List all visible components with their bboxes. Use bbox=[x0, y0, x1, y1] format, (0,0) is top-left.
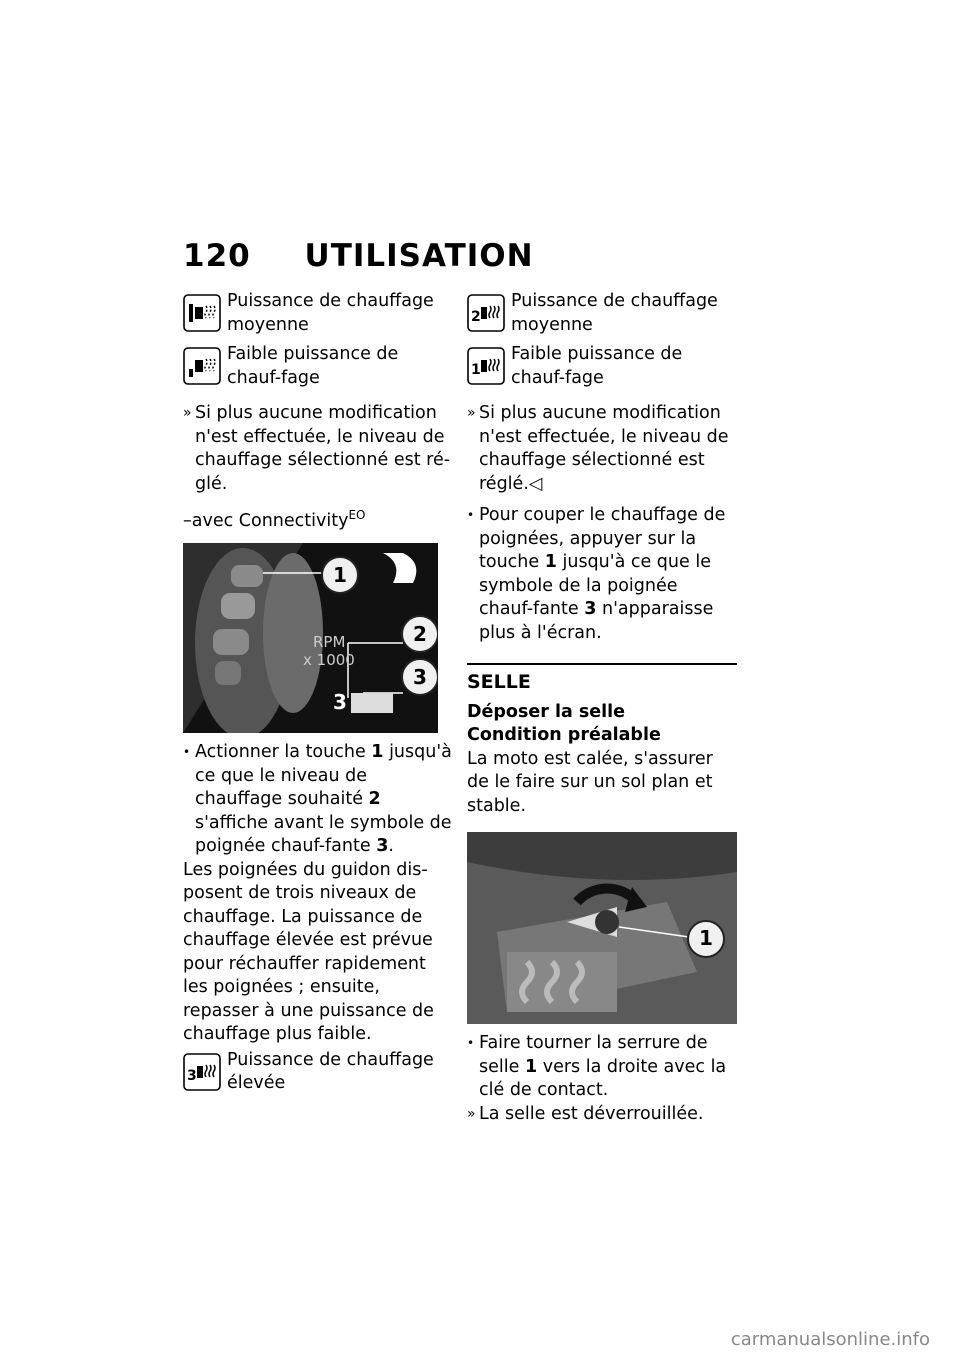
result-icon: » bbox=[467, 1105, 476, 1122]
option-dash: – bbox=[183, 510, 192, 531]
grip-heat-2-icon bbox=[467, 294, 505, 332]
option-text: avec Connectivity bbox=[191, 510, 349, 531]
step-text: Actionner la touche 1 jusqu'à ce que le niveau de chauffage souhaité 2 s'affiche avant le symbole de poignée chauf-fante 3. bbox=[195, 742, 452, 857]
step-text-2: Pour couper le chauffage de poignées, appuyer sur la touche 1 jusqu'à ce que le symbole de la poignée chauf-fante 3 n'apparaisse plus à l'écran. bbox=[479, 505, 726, 643]
page-number: 120 bbox=[183, 238, 251, 274]
precondition-text: La moto est calée, s'assurer de le faire sur un sol plan et stable. bbox=[467, 748, 713, 816]
result-step-3 bbox=[467, 1103, 737, 1127]
step-bullet-3 bbox=[467, 1032, 737, 1103]
section-rule bbox=[467, 663, 737, 818]
result-step-2 bbox=[467, 402, 737, 496]
bullet-icon: • bbox=[467, 508, 475, 522]
heat-level-medium-row-2 bbox=[467, 290, 737, 337]
svg-text:2: 2 bbox=[471, 309, 481, 325]
seat-lock-figure bbox=[467, 832, 737, 1024]
right-column bbox=[467, 290, 737, 1126]
heat-level-medium-row bbox=[183, 290, 453, 337]
result-text: Si plus aucune modification n'est effectuée, le niveau de chauffage sélectionné est ré-glé. bbox=[195, 403, 451, 494]
end-mark-icon: ◁ bbox=[528, 473, 543, 494]
option-label bbox=[183, 504, 453, 533]
heat-medium-label: Puissance de chauffage moyenne bbox=[227, 291, 434, 335]
x1000-label: x 1000 bbox=[303, 651, 355, 670]
handlebar-illustration bbox=[183, 543, 438, 733]
left-column bbox=[183, 290, 453, 1102]
grip-heat-1-icon bbox=[467, 347, 505, 385]
step-bullet bbox=[183, 741, 453, 859]
svg-text:3: 3 bbox=[187, 1067, 197, 1084]
result-text-2: Si plus aucune modification n'est effectuée, le niveau de chauffage sélectionné est réglé.◁ bbox=[479, 403, 729, 494]
rpm-label: RPM bbox=[313, 633, 346, 652]
heat-level-low-row-2 bbox=[467, 343, 737, 390]
precondition-title: Condition préalable bbox=[467, 725, 661, 745]
seat-figure-callout-1: 1 bbox=[687, 920, 725, 958]
heat-medium-label-2: Puissance de chauffage moyenne bbox=[511, 291, 718, 335]
figure-callout-3: 3 bbox=[401, 658, 438, 696]
figure-callout-1: 1 bbox=[321, 556, 359, 594]
grip-heat-display-icon bbox=[351, 693, 393, 713]
step-text-3: Faire tourner la serrure de selle 1 vers la droite avec la clé de contact. bbox=[479, 1033, 727, 1100]
step-bullet-2 bbox=[467, 504, 737, 645]
svg-text:1: 1 bbox=[471, 362, 481, 378]
result-icon: » bbox=[467, 405, 476, 421]
result-icon: » bbox=[183, 405, 192, 421]
grip-heat-high-icon bbox=[183, 1053, 221, 1091]
result-step bbox=[183, 402, 453, 496]
figure-callout-2: 2 bbox=[401, 615, 438, 653]
handlebar-figure bbox=[183, 543, 438, 733]
result-text-3: La selle est déverrouillée. bbox=[479, 1103, 704, 1124]
bullet-icon: • bbox=[183, 745, 191, 760]
figure-inline-3: 3 bbox=[333, 690, 347, 715]
heat-high-label: Puissance de chauffage élevée bbox=[227, 1049, 434, 1094]
info-paragraph: Les poignées du guidon dis-posent de trois niveaux de chauffage. La puissance de chauffage élevée est prévue pour réchauffer rapidement les poignées ; ensuite, repasser à une puissance de chauffage plus faible. bbox=[183, 859, 434, 1045]
section-title: SELLE bbox=[467, 671, 531, 693]
chapter-title: UTILISATION bbox=[304, 238, 534, 274]
heat-level-high-row bbox=[183, 1049, 453, 1096]
bullet-icon: • bbox=[467, 1036, 475, 1050]
footer-watermark: carmanualsonline.info bbox=[730, 1329, 930, 1350]
grip-heat-medium-icon bbox=[183, 294, 221, 332]
option-code: EO bbox=[348, 508, 366, 522]
heat-low-label-2: Faible puissance de chauf-fage bbox=[511, 344, 683, 388]
grip-heat-low-icon bbox=[183, 347, 221, 385]
subsection-title: Déposer la selle bbox=[467, 701, 626, 722]
page-header bbox=[183, 238, 534, 274]
heat-low-label: Faible puissance de chauf-fage bbox=[227, 344, 399, 388]
heat-level-low-row bbox=[183, 343, 453, 390]
